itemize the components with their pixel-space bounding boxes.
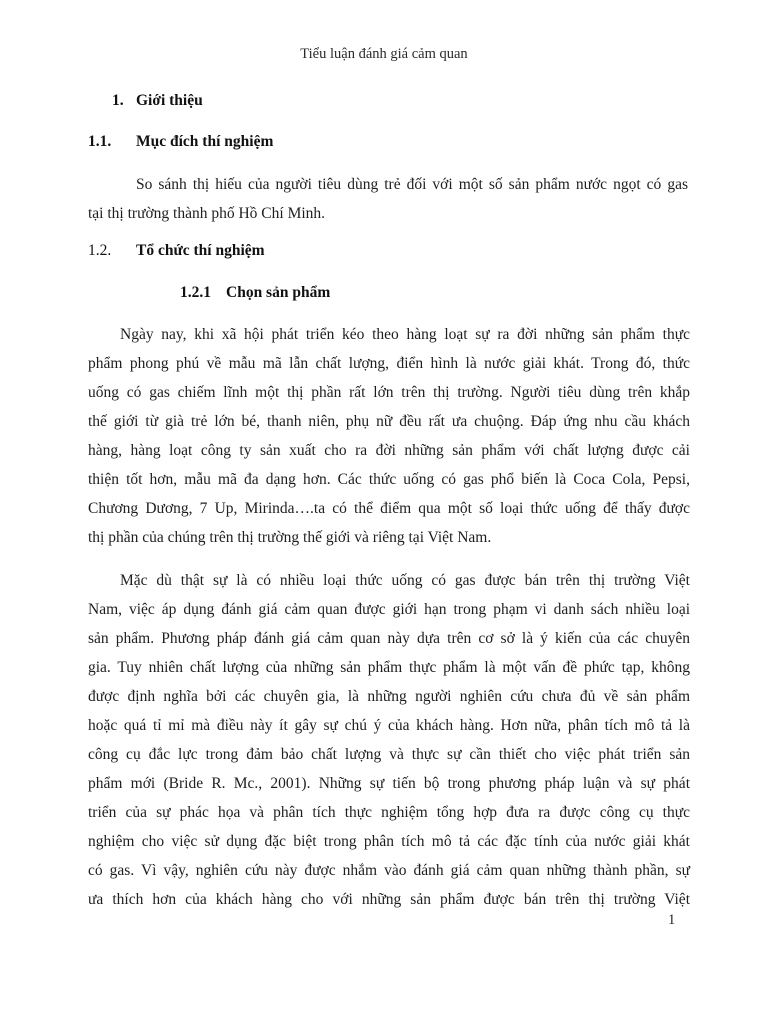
text-line: ưa thích hơn của khách hàng cho với những sản phẩm được bán trên thị trường Việt xyxy=(88,891,690,908)
text-line: thế giới từ già trẻ lớn bé, thanh niên, phụ nữ đều rất ưa chuộng. Đáp ứng nhu cầu khách xyxy=(88,413,690,430)
paragraph-product-selection xyxy=(88,320,690,552)
text-line: So sánh thị hiếu của người tiêu dùng trẻ đối với một số sản phẩm nước ngọt có gas xyxy=(136,176,688,193)
text-line: có gas. Vì vậy, nghiên cứu này được nhắm vào đánh giá cảm quan những thành phần, sự xyxy=(88,862,690,879)
text-line: nghiệm cho việc sử dụng đặc biệt trong phân tích mô tả các đặc tính của nước giải khát xyxy=(88,833,690,850)
text-line: triển của sự phác họa và phân tích thực nghiệm tổng hợp đưa ra được công cụ thực xyxy=(88,804,690,821)
text-line: Chương Dương, 7 Up, Mirinda….ta có thể điểm qua một số loại thức uống để thấy được xyxy=(88,500,690,517)
text-line: được định nghĩa bởi các chuyên gia, là những người nghiên cứu chưa đủ về sản phẩm xyxy=(88,688,690,705)
text-line: thị phần của chúng trên thị trường thế giới và riêng tại Việt Nam. xyxy=(88,529,492,546)
heading-title: Tổ chức thí nghiệm xyxy=(136,242,265,259)
heading-number: 1.1. xyxy=(88,133,112,150)
text-line: tại thị trường thành phố Hồ Chí Minh. xyxy=(88,205,326,222)
text-line: Nam, việc áp dụng đánh giá cảm quan được giới hạn trong phạm vi danh sách nhiều loại xyxy=(88,601,690,618)
text-line: Ngày nay, khi xã hội phát triển kéo theo hàng loạt sự ra đời những sản phẩm thực xyxy=(120,326,690,343)
text-line: công cụ đắc lực trong đảm bảo chất lượng và thực sự cần thiết cho việc phát triển sản xyxy=(88,746,690,763)
running-header: Tiểu luận đánh giá cảm quan xyxy=(300,46,468,62)
heading-number: 1.2.1 xyxy=(180,284,211,301)
heading-title: Chọn sản phẩm xyxy=(226,284,331,301)
paragraph-sensory-review xyxy=(88,566,690,914)
heading-product-selection xyxy=(180,284,330,302)
heading-introduction xyxy=(112,92,203,110)
text-line: sản phẩm. Phương pháp đánh giá cảm quan này dựa trên cơ sở là ý kiến của các chuyên xyxy=(88,630,690,647)
page-number: 1 xyxy=(668,912,676,928)
text-line: uống có gas chiếm lĩnh một thị phần rất lớn trên thị trường. Người tiêu dùng trên khắp xyxy=(88,384,690,401)
text-line: thiện tốt hơn, mẫu mã đa dạng hơn. Các thức uống có gas phổ biến là Coca Cola, Pepsi, xyxy=(88,471,690,488)
text-line: hoặc quá tỉ mỉ mà điều này ít gây sự chú ý của khách hàng. Hơn nữa, phân tích mô tả là xyxy=(88,717,690,734)
paragraph-purpose xyxy=(88,170,688,228)
heading-title: Mục đích thí nghiệm xyxy=(136,133,274,150)
text-line: phẩm mới (Bride R. Mc., 2001). Những sự tiến bộ trong phương pháp luận và sự phát xyxy=(88,775,690,792)
heading-number: 1.2. xyxy=(88,242,112,259)
text-line: Mặc dù thật sự là có nhiều loại thức uống có gas được bán trên thị trường Việt xyxy=(120,572,690,589)
text-line: gia. Tuy nhiên chất lượng của những sản phẩm thực phẩm là một vấn đề phức tạp, không xyxy=(88,659,690,676)
text-line: hàng, hàng loạt công ty sản xuất cho ra đời những sản phẩm với chất lượng được cải xyxy=(88,442,690,459)
heading-experiment-purpose xyxy=(88,133,273,151)
heading-number: 1. xyxy=(112,92,124,109)
heading-title: Giới thiệu xyxy=(136,92,203,109)
heading-experiment-organization xyxy=(88,242,265,260)
text-line: phẩm phong phú về mẫu mã lẫn chất lượng, điển hình là nước giải khát. Trong đó, thức xyxy=(88,355,690,372)
